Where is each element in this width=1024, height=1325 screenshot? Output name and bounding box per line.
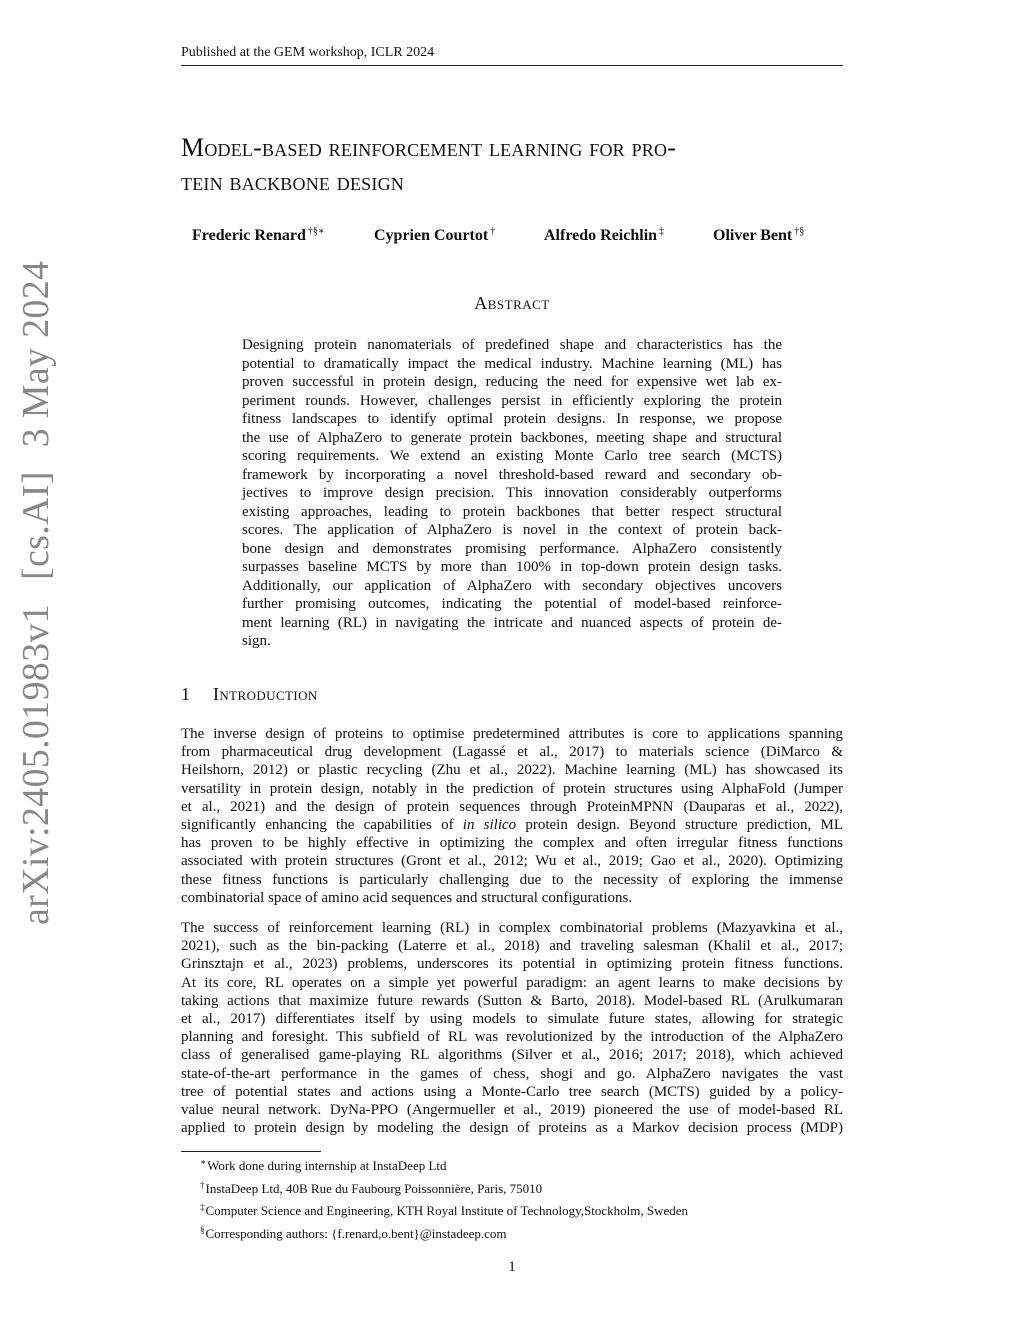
paragraph-line: At its core, RL operates on a simple yet powerful paradigm: an agent learns to make decisions by — [181, 974, 843, 991]
author: Frederic Renard †§∗ — [192, 226, 325, 244]
section-title: Introduction — [213, 684, 318, 704]
paper-title — [181, 131, 851, 199]
paragraph-line: The inverse design of proteins to optimise predetermined attributes is core to applications spanning — [181, 726, 843, 742]
paragraph-line: associated with protein structures (Gront et al., 2012; Wu et al., 2019; Gao et al., 2020). Optimizing — [181, 853, 843, 870]
footnotes — [200, 1153, 850, 1243]
paragraph-line: combinatorial space of amino acid sequences and structural configurations. — [181, 889, 633, 906]
abstract-line: surpasses baseline MCTS by more than 100% in top-down protein design tasks. — [242, 559, 782, 575]
title-line-1: Model-based reinforcement learning for pro- — [181, 133, 677, 162]
abstract-line: further promising outcomes, indicating the potential of model-based reinforce- — [242, 596, 782, 612]
footnote-mark: ‡ — [200, 1202, 205, 1212]
abstract-line: Designing protein nanomaterials of predefined shape and characteristics has the — [242, 337, 782, 353]
arxiv-id: arXiv:2405.01983v1 — [15, 604, 57, 925]
footnote-mark: † — [200, 1179, 205, 1190]
abstract-heading: Abstract — [474, 293, 550, 313]
title-line-2: tein backbone design — [181, 167, 404, 196]
paragraph-line: planning and foresight. This subfield of RL was revolutionized by the introduction of the AlphaZero — [181, 1029, 843, 1046]
abstract-line: the use of AlphaZero to generate protein backbones, meeting shape and structural — [242, 429, 782, 446]
author: Cyprien Courtot † — [374, 226, 496, 244]
footnote: §Corresponding authors: {f.renard,o.bent}@instadeep.com — [200, 1224, 507, 1241]
introduction-paragraph-2 — [181, 919, 843, 1137]
introduction-paragraph-1 — [181, 725, 843, 907]
paragraph-line: tree of potential states and actions using a Monte-Carlo tree search (MCTS) guided by a policy- — [181, 1083, 843, 1100]
paragraph-line: et al., 2021) and the design of protein sequences through ProteinMPNN (Dauparas et al., 2022), — [181, 798, 843, 815]
author-affiliation-marks: ‡ — [659, 226, 665, 237]
abstract-line: bone design and demonstrates promising performance. AlphaZero consistently — [242, 540, 782, 557]
paragraph-line: Heilshorn, 2012) or plastic recycling (Zhu et al., 2022). Machine learning (ML) has showcased its — [181, 762, 843, 779]
paragraph-line: The success of reinforcement learning (RL) in complex combinatorial problems (Mazyavkina et al., — [181, 920, 843, 936]
arxiv-category: [cs.AI] — [15, 471, 57, 581]
abstract-body — [242, 336, 782, 651]
author-affiliation-marks: † — [490, 226, 496, 237]
paragraph-line: from pharmaceutical drug development (Lagassé et al., 2017) to materials science (DiMarco & — [181, 744, 843, 761]
paragraph-line: versatility in protein design, notably in the prediction of protein structures using AlphaFold (Jumper — [181, 780, 843, 797]
author-affiliation-marks: †§∗ — [307, 226, 325, 237]
paragraph-line: taking actions that maximize future rewards (Sutton & Barto, 2018). Model-based RL (Arulkumaran — [181, 992, 843, 1009]
paragraph-line: et al., 2017) differentiates itself by using models to simulate future states, allowing for strategic — [181, 1011, 843, 1028]
section-number: 1 — [181, 684, 191, 704]
abstract-line: ment learning (RL) in navigating the intricate and nuanced aspects of protein de- — [242, 614, 782, 631]
footnote-rule — [181, 1151, 321, 1152]
footnote: ‡Computer Science and Engineering, KTH Royal Institute of Technology,Stockholm, Sweden — [200, 1202, 689, 1218]
abstract-line: Additionally, our application of AlphaZero with secondary objectives uncovers — [242, 577, 782, 594]
abstract-line: sign. — [242, 633, 271, 649]
paragraph-line: significantly enhancing the capabilities of in silico protein design. Beyond structure prediction, ML — [181, 817, 843, 834]
paragraph-line: Grinsztajn et al., 2023) problems, underscores its potential in optimizing protein fitness functions. — [181, 956, 843, 973]
page-number: 1 — [508, 1259, 516, 1275]
abstract-line: scoring requirements. We extend an existing Monte Carlo tree search (MCTS) — [242, 448, 782, 464]
abstract-line: jectives to improve design precision. This innovation considerably outperforms — [242, 485, 782, 501]
abstract-line: scores. The application of AlphaZero is novel in the context of protein back- — [242, 522, 782, 538]
paragraph-line: class of generalised game-playing RL algorithms (Silver et al., 2016; 2017; 2018), which achieved — [181, 1047, 843, 1064]
abstract-line: potential to dramatically impact the medical industry. Machine learning (ML) has — [242, 355, 782, 372]
abstract-line: fitness landscapes to identify optimal protein designs. In response, we propose — [242, 411, 782, 427]
abstract-line: periment rounds. However, challenges persist in efficiently exploring the protein — [242, 392, 782, 409]
section-heading-introduction — [181, 684, 318, 705]
emphasis-in-silico: in silico — [462, 817, 517, 834]
abstract-line: existing approaches, leading to protein backbones that better respect structural — [242, 503, 782, 520]
paragraph-line: applied to protein design by modeling the design of proteins as a Markov decision process (MDP) — [181, 1120, 843, 1137]
paragraph-line: has proven to be highly effective in optimizing the complex and often irregular fitness functions — [181, 835, 843, 852]
footnote-mark: § — [200, 1224, 205, 1235]
footnote: †InstaDeep Ltd, 40B Rue du Faubourg Poissonnière, Paris, 75010 — [200, 1179, 543, 1196]
paragraph-line: value neural network. DyNa-PPO (Angermueller et al., 2019) pioneered the use of model-based RL — [181, 1102, 843, 1119]
author-affiliation-marks: †§ — [794, 226, 805, 237]
paragraph-line: state-of-the-art performance in the games of chess, shogi and go. AlphaZero navigates the vast — [181, 1065, 843, 1082]
footnote-mark: ∗ — [200, 1157, 207, 1167]
arxiv-identifier-stamp — [14, 261, 58, 925]
paragraph-line: these fitness functions is particularly challenging due to the necessity of exploring the immense — [181, 871, 843, 888]
header-rule — [181, 65, 843, 66]
abstract-line: proven successful in protein design, reducing the need for expensive wet lab ex- — [242, 374, 782, 390]
footnote: ∗Work done during internship at InstaDeep Ltd — [200, 1157, 447, 1173]
author: Alfredo Reichlin ‡ — [544, 226, 665, 244]
arxiv-date: 3 May 2024 — [15, 260, 57, 448]
abstract-line: framework by incorporating a novel threshold-based reward and secondary ob- — [242, 466, 782, 483]
paragraph-line: 2021), such as the bin-packing (Laterre et al., 2018) and traveling salesman (Khalil et al., 2017; — [181, 938, 843, 955]
running-header: Published at the GEM workshop, ICLR 2024 — [181, 45, 435, 60]
author: Oliver Bent †§ — [713, 226, 805, 244]
